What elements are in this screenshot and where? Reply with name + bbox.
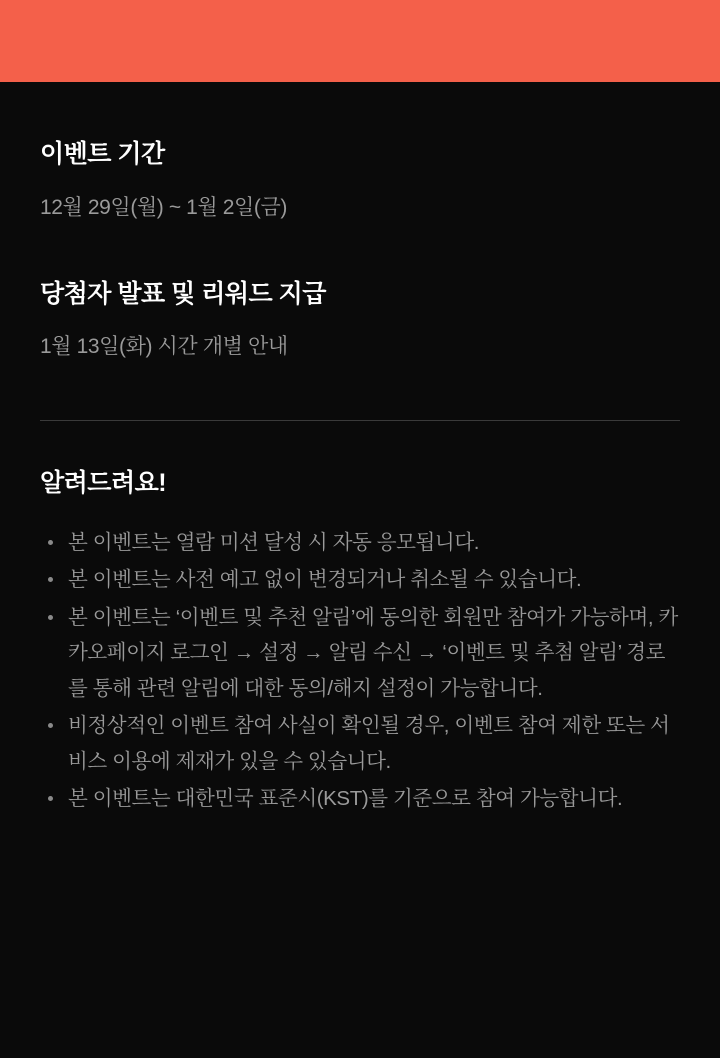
- notice-item-text: 본 이벤트는 대한민국 표준시(KST)를 기준으로 참여 가능합니다.: [68, 786, 623, 810]
- winner-announcement-section: [40, 222, 680, 362]
- event-period-section: [40, 82, 680, 222]
- content-area: [0, 82, 720, 816]
- event-period-heading: 이벤트 기간: [40, 140, 165, 168]
- top-accent-banner: [0, 0, 720, 82]
- notice-section: [40, 421, 680, 817]
- event-period-value: 12월 29일(월) ~ 1월 2일(금): [40, 195, 287, 219]
- notice-list: [40, 525, 680, 817]
- list-item: [40, 600, 680, 706]
- bullet-icon: [48, 540, 53, 545]
- bullet-icon: [48, 723, 53, 728]
- notice-heading: 알려드려요!: [40, 468, 167, 497]
- winner-announcement-heading: 당첨자 발표 및 리워드 지급: [40, 279, 326, 308]
- notice-item-text: 본 이벤트는 ‘이벤트 및 추천 알림’에 동의한 회원만 참여가 가능하며, 카카오페이지 로그인 → 설정 → 알림 수신 → ‘이벤트 및 추첨 알림’ 경로를 통해 관련 알림에 대한 동의/해지 설정이 가능합니다.: [68, 605, 678, 700]
- list-item: [40, 562, 680, 597]
- list-item: [40, 525, 680, 560]
- winner-announcement-value: 1월 13일(화) 시간 개별 안내: [40, 335, 288, 359]
- bullet-icon: [48, 615, 53, 620]
- notice-item-text: 본 이벤트는 열람 미션 달성 시 자동 응모됩니다.: [68, 530, 480, 554]
- bullet-icon: [48, 577, 53, 582]
- bullet-icon: [48, 796, 53, 801]
- notice-item-text: 본 이벤트는 사전 예고 없이 변경되거나 취소될 수 있습니다.: [68, 568, 582, 592]
- list-item: [40, 781, 680, 816]
- list-item: [40, 708, 680, 779]
- notice-item-text: 비정상적인 이벤트 참여 사실이 확인될 경우, 이벤트 참여 제한 또는 서비스 이용에 제재가 있을 수 있습니다.: [68, 714, 670, 773]
